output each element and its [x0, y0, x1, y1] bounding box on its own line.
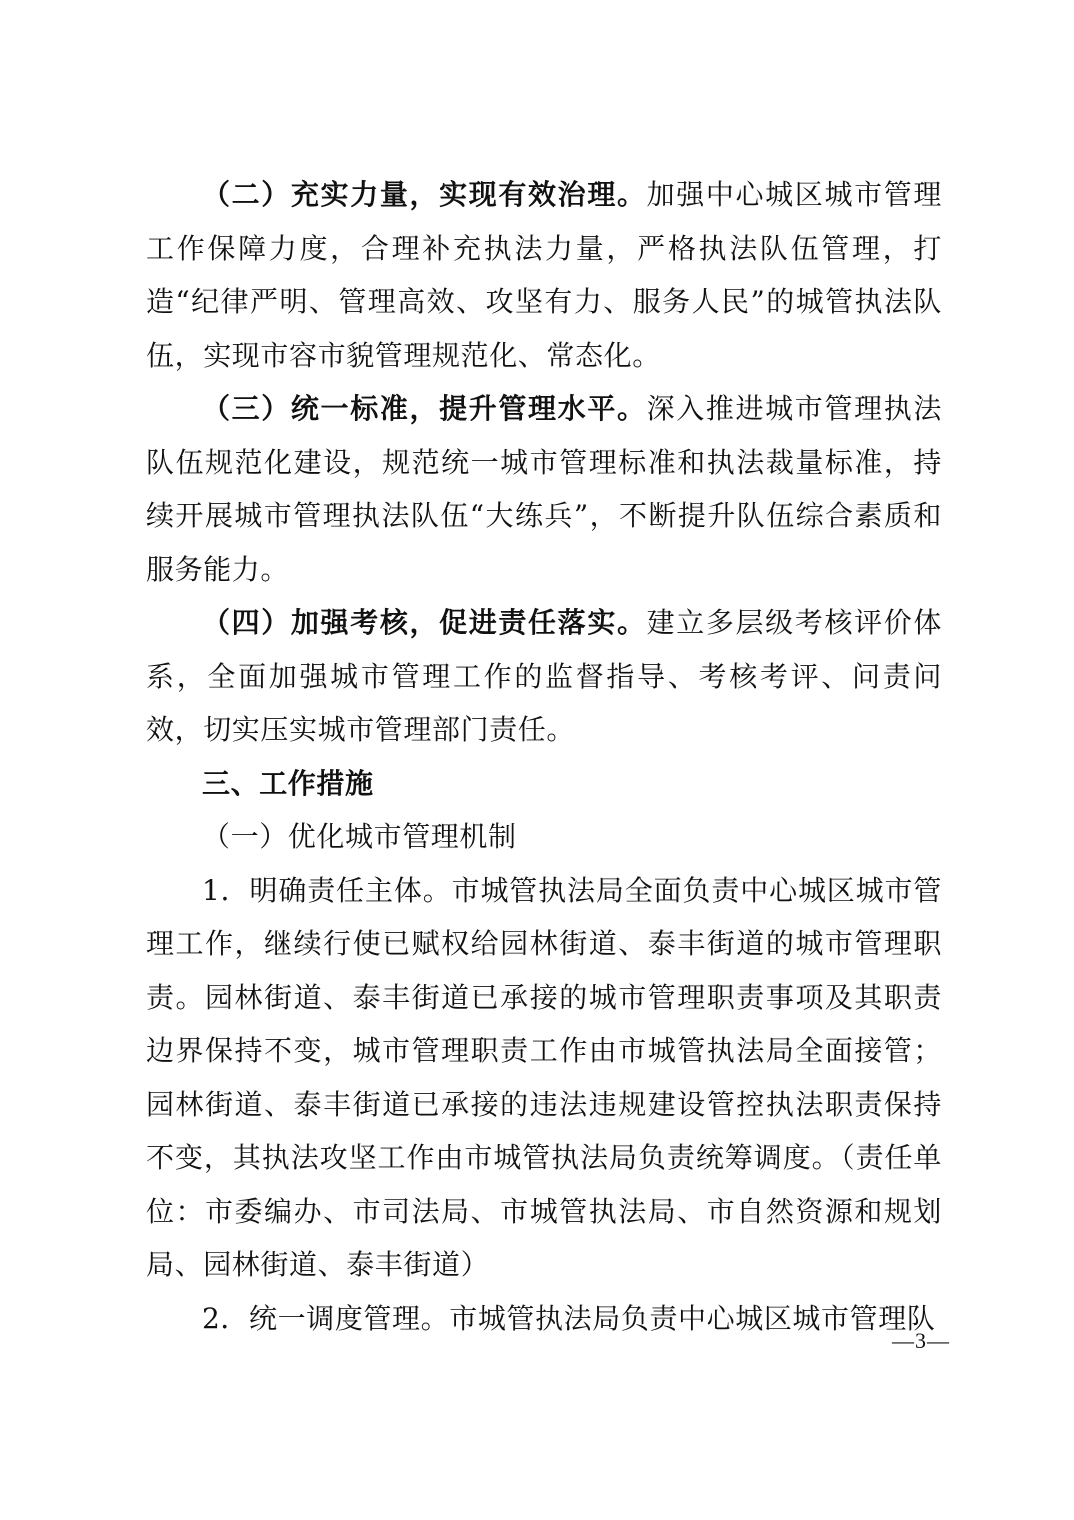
- paragraph-three: [146, 382, 942, 596]
- paragraph-lead: （四）加强考核，促进责任落实。: [202, 606, 647, 639]
- paragraph-four: [146, 596, 942, 757]
- subsection-heading: （一）优化城市管理机制: [202, 820, 517, 853]
- paragraph-lead: （二）充实力量，实现有效治理。: [202, 178, 647, 211]
- page-number: —3—: [892, 1328, 950, 1353]
- measure-item-1: 1．明确责任主体。市城管执法局全面负责中心城区城市管理工作，继续行使已赋权给园林街道、泰丰街道的城市管理职责。园林街道、泰丰街道已承接的城市管理职责事项及其职责边界保持不变，城市管理职责工作由市城管执法局全面接管；园林街道、泰丰街道已承接的违法违规建设管控执法职责保持不变，其执法攻坚工作由市城管执法局负责统筹调度。（责任单位：市委编办、市司法局、市城管执法局、市自然资源和规划局、园林街道、泰丰街道）: [146, 873, 942, 1281]
- paragraph-text: 建立多层级考核评价体系，全面加强城市管理工作的监督指导、考核考评、问责问效，切实压实城市管理部门责任。: [146, 606, 942, 746]
- section-heading: 三、工作措施: [202, 766, 374, 800]
- paragraph-lead: （三）统一标准，提升管理水平。: [202, 392, 647, 425]
- measure-item-2: 2．统一调度管理。市城管执法局负责中心城区城市管理队: [202, 1301, 936, 1335]
- document-body: [146, 168, 942, 1345]
- paragraph-text: 加强中心城区城市管理工作保障力度，合理补充执法力量，严格执法队伍管理，打造“纪律严明、管理高效、攻坚有力、服务人民”的城管执法队伍，实现市容市貌管理规范化、常态化。: [146, 178, 942, 372]
- paragraph-two: [146, 168, 942, 382]
- paragraph-text: 深入推进城市管理执法队伍规范化建设，规范统一城市管理标准和执法裁量标准，持续开展城市管理执法队伍“大练兵”，不断提升队伍综合素质和服务能力。: [146, 392, 942, 586]
